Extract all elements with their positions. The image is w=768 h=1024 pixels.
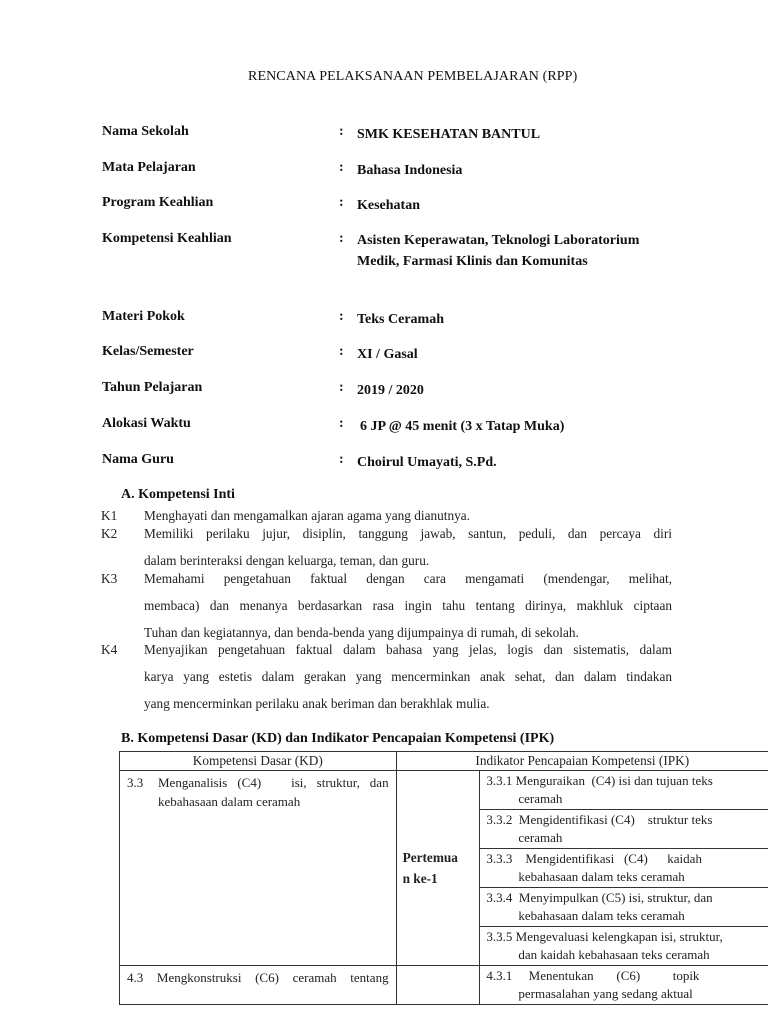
ipk-line: ceramah xyxy=(518,791,563,806)
ipk-line: ceramah xyxy=(518,830,563,845)
identity-value: Kesehatan xyxy=(357,198,420,213)
ipk-line: 3.3.3 Mengidentifikasi (C4) kaidah xyxy=(486,851,702,866)
competence-code: K2 xyxy=(101,526,118,541)
identity-label: Materi Pokok xyxy=(102,309,185,324)
competence-text-line: yang mencerminkan perilaku anak beriman dan berakhlak mulia. xyxy=(144,696,490,711)
ipk-line: 4.3.1 Menentukan (C6) topik xyxy=(486,968,700,983)
competence-code: K1 xyxy=(101,508,118,523)
ipk-item xyxy=(480,888,768,926)
kd-line-text: kebahasaan dalam ceramah xyxy=(158,794,301,809)
ipk-line: permasalahan yang sedang aktual xyxy=(518,986,693,1001)
identity-label: Mata Pelajaran xyxy=(102,160,196,175)
ipk-cell xyxy=(480,927,768,966)
kd-cell-4-3 xyxy=(120,966,397,1005)
ipk-line: dan kaidah kebahasaan teks ceramah xyxy=(518,947,710,962)
ipk-column-header: Indikator Pencapaian Kompetensi (IPK) xyxy=(396,752,768,771)
competence-text-line: membaca) dan menanya berdasarkan rasa ingin tahu tentang dirinya, makhluk ciptaan xyxy=(144,598,672,613)
ipk-cell xyxy=(480,849,768,888)
competence-code: K3 xyxy=(101,571,118,586)
identity-value: Teks Ceramah xyxy=(357,312,444,327)
identity-value: XI / Gasal xyxy=(357,347,418,362)
identity-colon: : xyxy=(339,416,344,431)
kd-text: 4.3 Mengkonstruksi (C6) ceramah tentang xyxy=(127,970,389,985)
competence-text-line: Memahami pengetahuan faktual dengan cara mengamati (mendengar, melihat, xyxy=(144,571,672,586)
document-title: RENCANA PELAKSANAAN PEMBELAJARAN (RPP) xyxy=(248,69,578,84)
ipk-cell xyxy=(480,771,768,810)
ipk-item xyxy=(480,966,768,1004)
ipk-line: kebahasaan dalam teks ceramah xyxy=(518,908,685,923)
identity-label: Nama Guru xyxy=(102,452,174,467)
identity-colon: : xyxy=(339,309,344,324)
ipk-cell xyxy=(480,810,768,849)
identity-colon: : xyxy=(339,231,344,246)
identity-label: Kompetensi Keahlian xyxy=(102,231,232,246)
identity-colon: : xyxy=(339,124,344,139)
ipk-cell xyxy=(480,966,768,1005)
competence-text-line: Tuhan dan kegiatannya, dan benda-benda yang dijumpainya di rumah, di sekolah. xyxy=(144,625,579,640)
section-b-heading: B. Kompetensi Dasar (KD) dan Indikator Pencapaian Kompetensi (IPK) xyxy=(121,731,555,746)
identity-colon: : xyxy=(339,452,344,467)
identity-label: Nama Sekolah xyxy=(102,124,189,139)
table-row xyxy=(120,771,768,810)
identity-value: 6 JP @ 45 menit (3 x Tatap Muka) xyxy=(360,419,565,434)
ipk-item xyxy=(480,849,768,887)
kd-cell-3-3 xyxy=(120,771,397,966)
identity-colon: : xyxy=(339,195,344,210)
ipk-line: kebahasaan dalam teks ceramah xyxy=(518,869,685,884)
competence-text: Menghayati dan mengamalkan ajaran agama yang dianutnya. xyxy=(144,508,471,523)
meeting-cell-empty xyxy=(396,966,480,1005)
kd-column-header: Kompetensi Dasar (KD) xyxy=(120,752,397,771)
identity-label: Kelas/Semester xyxy=(102,344,194,359)
meeting-label-line: Pertemua xyxy=(402,850,458,865)
identity-label: Alokasi Waktu xyxy=(102,416,191,431)
ipk-item xyxy=(480,927,768,965)
kd-ipk-table xyxy=(119,751,768,1005)
identity-label: Tahun Pelajaran xyxy=(102,380,203,395)
kd-line-text: Menganalisis (C4) isi, struktur, dan xyxy=(158,775,389,790)
competence-text-line: Memiliki perilaku jujur, disiplin, tanggung jawab, santun, peduli, dan percaya diri xyxy=(144,526,672,541)
identity-value: Choirul Umayati, S.Pd. xyxy=(357,455,497,470)
ipk-line: 3.3.5 Mengevaluasi kelengkapan isi, struktur, xyxy=(486,929,723,944)
ipk-item xyxy=(480,771,768,809)
competence-text-line: Menyajikan pengetahuan faktual dalam bahasa yang jelas, logis dan sistematis, dalam xyxy=(144,642,672,657)
ipk-item xyxy=(480,810,768,848)
competence-code: K4 xyxy=(101,642,118,657)
ipk-line: 3.3.1 Menguraikan (C4) isi dan tujuan teks xyxy=(486,773,713,788)
identity-colon: : xyxy=(339,344,344,359)
competence-text-line: dalam berinteraksi dengan keluarga, teman, dan guru. xyxy=(144,553,430,568)
kd-text xyxy=(120,771,396,813)
ipk-line: 3.3.4 Menyimpulkan (C5) isi, struktur, dan xyxy=(486,890,713,905)
identity-label: Program Keahlian xyxy=(102,195,214,210)
kd-number: 3.3 xyxy=(127,775,144,790)
ipk-cell xyxy=(480,888,768,927)
ipk-line: 3.3.2 Mengidentifikasi (C4) struktur teks xyxy=(486,812,713,827)
table-row xyxy=(120,966,768,1005)
identity-colon: : xyxy=(339,160,344,175)
identity-value: Bahasa Indonesia xyxy=(357,163,463,178)
table-header-row xyxy=(120,752,768,771)
kd-line xyxy=(127,773,389,792)
identity-value: Asisten Keperawatan, Teknologi Laboratorium Medik, Farmasi Klinis dan Komunitas xyxy=(357,233,640,269)
meeting-label-line: n ke-1 xyxy=(402,871,438,886)
identity-value: 2019 / 2020 xyxy=(357,383,424,398)
competence-text-line: karya yang estetis dalam gerakan yang mencerminkan anak sehat, dan dalam tindakan xyxy=(144,669,672,684)
identity-value: SMK KESEHATAN BANTUL xyxy=(357,127,541,142)
section-a-heading: A. Kompetensi Inti xyxy=(121,487,235,502)
identity-colon: : xyxy=(339,380,344,395)
meeting-cell xyxy=(396,771,480,966)
